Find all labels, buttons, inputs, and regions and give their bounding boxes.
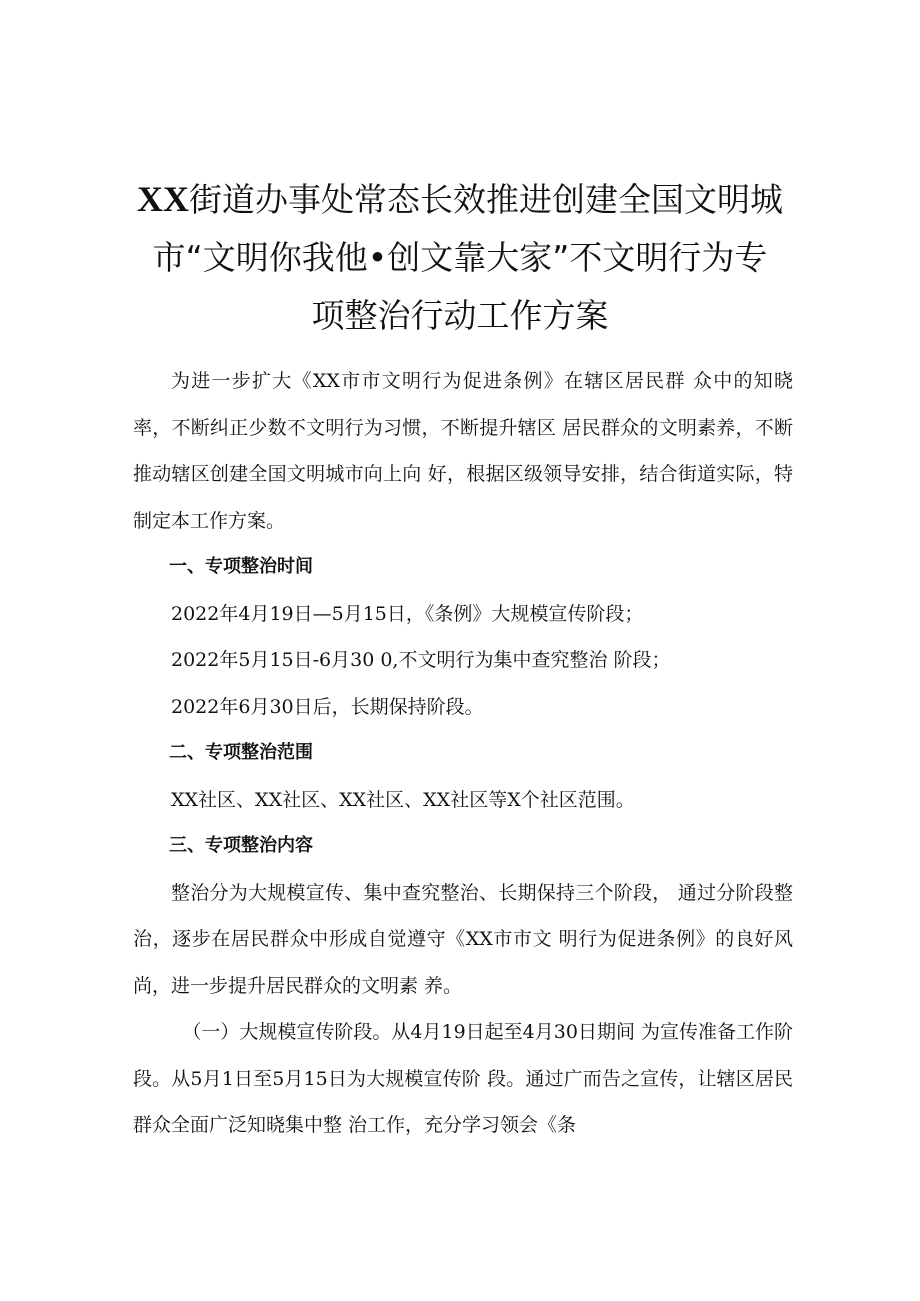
section-heading-scope: 二、专项整治范围: [169, 742, 313, 763]
intro-paragraph: 为进一步扩大《XX市市文明行为促进条例》在辖区居民群 众中的知晓率，不断纠正少数不文明行为习惯，不断提升辖区 居民群众的文明素养，不断推动辖区创建全国文明城市向上向 好，根据区级领导安排，结合街道实际，特制定本工作方案。: [133, 370, 793, 532]
section-heading-time: 一、专项整治时间: [169, 556, 313, 577]
title-line-3: 项整治行动工作方案: [311, 296, 609, 335]
document-body: [133, 358, 793, 1149]
content-paragraph: 整治分为大规模宣传、集中查究整治、长期保持三个阶段， 通过分阶段整治，逐步在居民群众中形成自觉遵守《XX市市文 明行为促进条例》的良好风尚，进一步提升居民群众的文明素 养。: [133, 881, 793, 997]
title-line-2: 市“文明你我他•创文靠大家”不文明行为专: [152, 238, 768, 277]
schedule-line-2: 2022年5月15日-6月30 0,不文明行为集中查究整治 阶段；: [171, 649, 671, 671]
title-xx-prefix: XX: [137, 179, 189, 219]
subsection-publicity-paragraph: （一）大规模宣传阶段。从4月19日起至4月30日期间 为宣传准备工作阶段。从5月1日至5月15日为大规模宣传阶 段。通过广而告之宣传，让辖区居民群众全面广泛知晓集中整 治工作，充分学习领会《条: [133, 1021, 793, 1136]
title-line-1-text: 街道办事处常态长效推进创建全国文明城: [189, 180, 783, 219]
scope-paragraph: XX社区、XX社区、XX社区、XX社区等X个社区范围。: [171, 788, 635, 811]
schedule-line-3: 2022年6月30日后，长期保持阶段。: [171, 695, 484, 718]
document-title: [100, 170, 820, 345]
title-line-1: [100, 170, 820, 229]
section-heading-content: 三、专项整治内容: [169, 835, 313, 856]
schedule-line-1: 2022年4月19日—5月15日，《条例》大规模宣传阶段；: [171, 602, 644, 625]
